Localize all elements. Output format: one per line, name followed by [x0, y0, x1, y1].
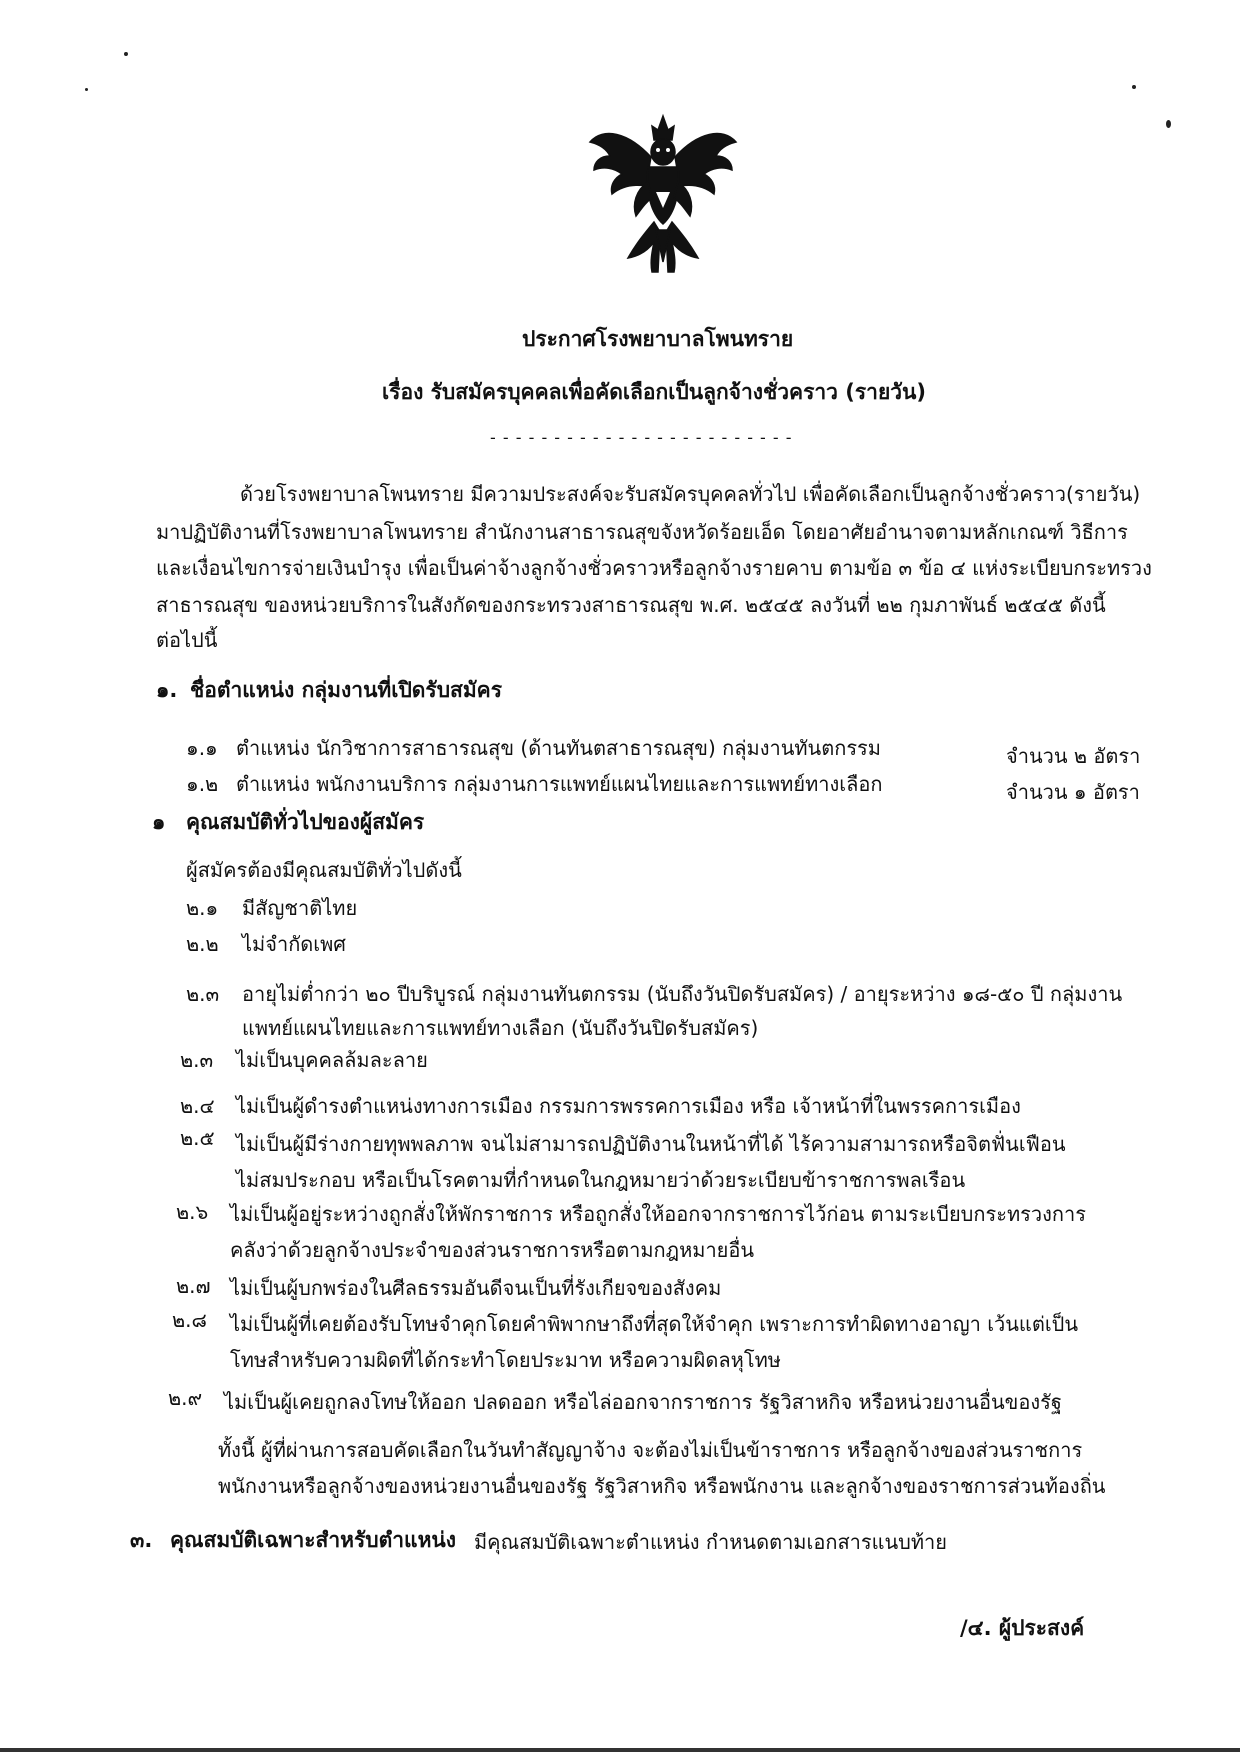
qualification-number: ๒.๓: [180, 1048, 214, 1072]
section-3-text: มีคุณสมบัติเฉพาะตำแหน่ง กำหนดตามเอกสารแนบท้าย: [474, 1530, 948, 1554]
qualification-text: คลังว่าด้วยลูกจ้างประจำของส่วนราชการหรือตามกฎหมายอื่น: [230, 1238, 755, 1262]
qualification-number: ๒.๘: [172, 1308, 207, 1332]
qualification-number: ๒.๔: [180, 1094, 215, 1118]
section-2-number: ๑: [152, 810, 166, 834]
qualification-number: ๒.๖: [176, 1200, 209, 1224]
section-2-heading: คุณสมบัติทั่วไปของผู้สมัคร: [186, 810, 425, 834]
qualification-text: มีสัญชาติไทย: [242, 896, 358, 920]
position-text: ตำแหน่ง พนักงานบริการ กลุ่มงานการแพทย์แผนไทยและการแพทย์ทางเลือก: [236, 772, 883, 796]
intro-line: มาปฏิบัติงานที่โรงพยาบาลโพนทราย สำนักงานสาธารณสุขจังหวัดร้อยเอ็ด โดยอาศัยอำนาจตามหลักเกณฑ์ วิธีการ: [156, 520, 1128, 544]
scan-speck: [124, 52, 128, 56]
qualification-text: ไม่เป็นผู้มีร่างกายทุพพลภาพ จนไม่สามารถปฏิบัติงานในหน้าที่ได้ ไร้ความสามารถหรือจิตฟั่นเฟือน: [236, 1132, 1066, 1156]
qualification-number: ๒.๑: [186, 896, 219, 920]
intro-line: และเงื่อนไขการจ่ายเงินบำรุง เพื่อเป็นค่าจ้างลูกจ้างชั่วคราวหรือลูกจ้างรายคาบ ตามข้อ ๓ ข้อ ๔ แห่งระเบียบกระทรวง: [156, 556, 1152, 580]
qualification-text: ไม่เป็นบุคคลล้มละลาย: [236, 1048, 428, 1072]
section-2-note: ทั้งนี้ ผู้ที่ผ่านการสอบคัดเลือกในวันทำสัญญาจ้าง จะต้องไม่เป็นข้าราชการ หรือลูกจ้างของส่วนราชการ: [218, 1438, 1083, 1462]
qualification-text: ไม่สมประกอบ หรือเป็นโรคตามที่กำหนดในกฎหมายว่าด้วยระเบียบข้าราชการพลเรือน: [236, 1168, 966, 1192]
continued-marker: /๔. ผู้ประสงค์: [960, 1616, 1085, 1640]
qualification-text: อายุไม่ต่ำกว่า ๒๐ ปีบริบูรณ์ กลุ่มงานทันตกรรม (นับถึงวันปิดรับสมัคร) / อายุระหว่าง ๑๘-๕๐ ปี กลุ่มงาน: [242, 982, 1123, 1006]
section-2-lead: ผู้สมัครต้องมีคุณสมบัติทั่วไปดังนี้: [186, 858, 462, 882]
section-2-note: พนักงานหรือลูกจ้างของหน่วยงานอื่นของรัฐ รัฐวิสาหกิจ หรือพนักงาน และลูกจ้างของราชการส่วนท้องถิ่น: [218, 1474, 1106, 1498]
document-title: ประกาศโรงพยาบาลโพนทราย: [522, 327, 794, 351]
position-number: ๑.๑: [186, 736, 218, 760]
position-count: จำนวน ๑ อัตรา: [1006, 780, 1140, 804]
intro-line: สาธารณสุข ของหน่วยบริการในสังกัดของกระทรวงสาธารณสุข พ.ศ. ๒๕๔๕ ลงวันที่ ๒๒ กุมภาพันธ์ ๒๕๔๕ ดังนี้: [156, 593, 1106, 617]
intro-line: ด้วยโรงพยาบาลโพนทราย มีความประสงค์จะรับสมัครบุคคลทั่วไป เพื่อคัดเลือกเป็นลูกจ้างชั่วคราว(รายวัน): [240, 482, 1141, 506]
qualification-text: ไม่เป็นผู้อยู่ระหว่างถูกสั่งให้พักราชการ หรือถูกสั่งให้ออกจากราชการไว้ก่อน ตามระเบียบกระทรวงการ: [230, 1202, 1086, 1226]
qualification-text: ไม่เป็นผู้เคยถูกลงโทษให้ออก ปลดออก หรือไล่ออกจากราชการ รัฐวิสาหกิจ หรือหน่วยงานอื่นของรัฐ: [224, 1390, 1062, 1414]
garuda-emblem: [588, 112, 738, 277]
scan-speck: [85, 88, 88, 91]
qualification-text: ไม่เป็นผู้ดำรงตำแหน่งทางการเมือง กรรมการพรรคการเมือง หรือ เจ้าหน้าที่ในพรรคการเมือง: [236, 1094, 1021, 1118]
qualification-text: ไม่เป็นผู้ที่เคยต้องรับโทษจำคุกโดยคำพิพากษาถึงที่สุดให้จำคุก เพราะการทำผิดทางอาญา เว้นแต่เป็น: [230, 1312, 1079, 1336]
document-subject: เรื่อง รับสมัครบุคคลเพื่อคัดเลือกเป็นลูกจ้างชั่วคราว (รายวัน): [382, 380, 927, 404]
qualification-text: ไม่เป็นผู้บกพร่องในศีลธรรมอันดีจนเป็นที่รังเกียจของสังคม: [230, 1276, 722, 1300]
scan-speck: [1166, 120, 1171, 128]
qualification-number: ๒.๙: [168, 1386, 203, 1410]
position-count: จำนวน ๒ อัตรา: [1006, 744, 1141, 768]
section-1-heading: ชื่อตำแหน่ง กลุ่มงานที่เปิดรับสมัคร: [190, 678, 503, 702]
section-3-number: ๓.: [130, 1528, 153, 1552]
qualification-text: แพทย์แผนไทยและการแพทย์ทางเลือก (นับถึงวันปิดรับสมัคร): [242, 1016, 759, 1040]
qualification-number: ๒.๓: [186, 982, 220, 1006]
qualification-number: ๒.๒: [186, 932, 219, 956]
section-3-heading: คุณสมบัติเฉพาะสำหรับตำแหน่ง: [170, 1528, 457, 1552]
qualification-number: ๒.๗: [176, 1274, 211, 1298]
position-number: ๑.๒: [186, 772, 219, 796]
section-1-number: ๑.: [156, 678, 178, 702]
separator-line: - - - - - - - - - - - - - - - - - - - - - - - -: [490, 428, 793, 447]
scan-edge-line: [0, 1748, 1240, 1752]
scan-speck: [1132, 85, 1136, 89]
position-text: ตำแหน่ง นักวิชาการสาธารณสุข (ด้านทันตสาธารณสุข) กลุ่มงานทันตกรรม: [236, 736, 881, 760]
intro-line: ต่อไปนี้: [156, 628, 218, 652]
qualification-text: โทษสำหรับความผิดที่ได้กระทำโดยประมาท หรือความผิดลหุโทษ: [230, 1348, 781, 1372]
qualification-number: ๒.๕: [180, 1126, 215, 1150]
qualification-text: ไม่จำกัดเพศ: [242, 932, 347, 956]
